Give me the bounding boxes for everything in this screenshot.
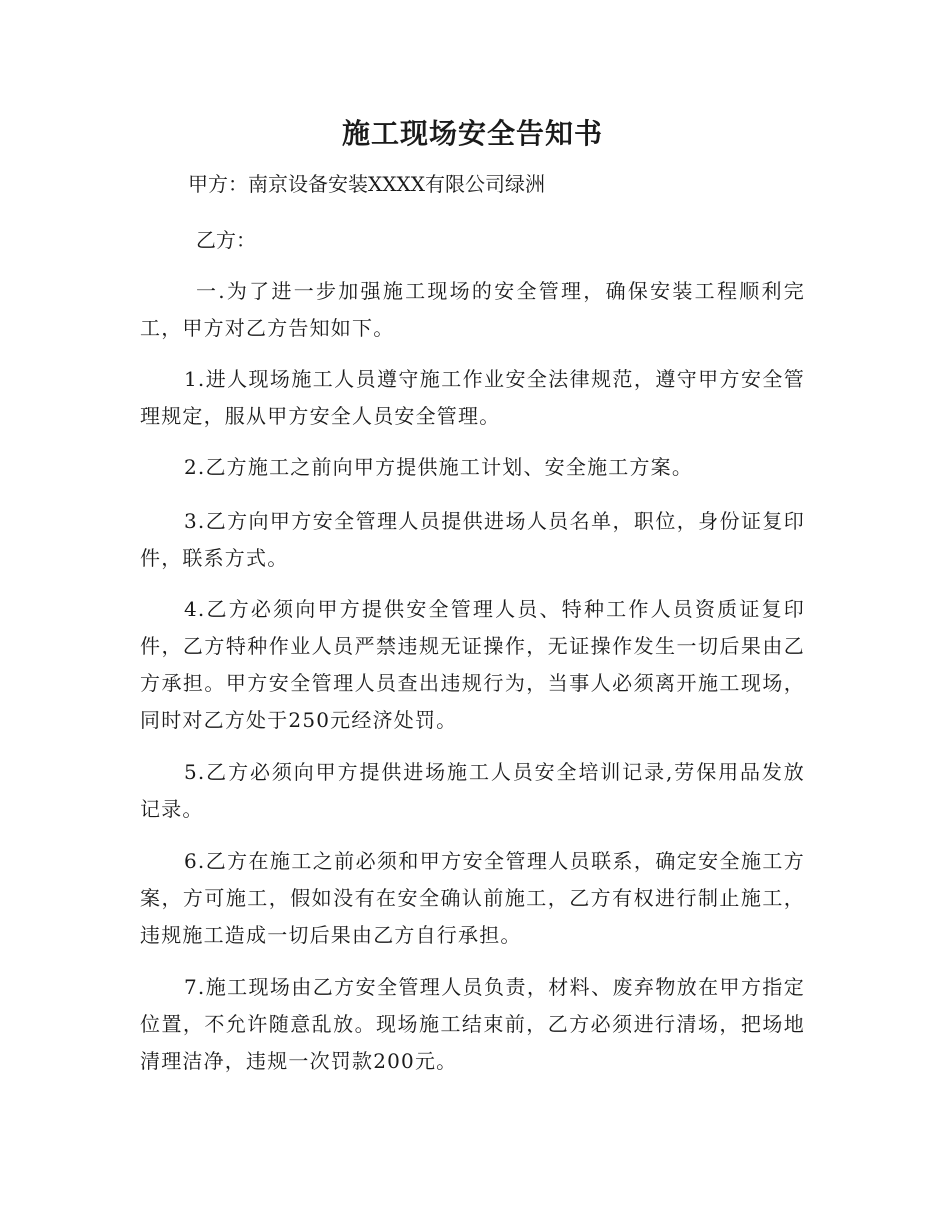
paragraph-item-3: 3.乙方向甲方安全管理人员提供进场人员名单，职位，身份证复印件，联系方式。 <box>140 509 805 570</box>
paragraph-item-7: 7.施工现场由乙方安全管理人员负责，材料、废弃物放在甲方指定位置，不允许随意乱放。现场施工结束前，乙方必须进行清场，把场地清理洁净，违规一次罚款200元。 <box>140 975 805 1073</box>
paragraph-item-2: 2.乙方施工之前向甲方提供施工计划、安全施工方案。 <box>184 455 694 479</box>
paragraph-item-6: 6.乙方在施工之前必须和甲方安全管理人员联系，确定安全施工方案，方可施工，假如没有在安全确认前施工，乙方有权进行制止施工，违规施工造成一切后果由乙方自行承担。 <box>140 849 805 947</box>
paragraph-item-4: 4.乙方必须向甲方提供安全管理人员、特种工作人员资质证复印件，乙方特种作业人员严禁违规无证操作，无证操作发生一切后果由乙方承担。甲方安全管理人员查出违规行为，当事人必须离开施工现场，同时对乙方处于250元经济处罚。 <box>140 597 805 732</box>
party-b-line: 乙方： <box>196 228 256 252</box>
document-title: 施工现场安全告知书 <box>341 117 603 150</box>
paragraph-item-5: 5.乙方必须向甲方提供进场施工人员安全培训记录,劳保用品发放记录。 <box>140 760 805 821</box>
party-a-line: 甲方：南京设备安装XXXX有限公司绿洲 <box>188 172 545 196</box>
paragraph-item-1: 1.进人现场施工人员遵守施工作业安全法律规范，遵守甲方安全管理规定，服从甲方安全人员安全管理。 <box>140 367 805 428</box>
paragraph-intro: 一.为了进一步加强施工现场的安全管理，确保安装工程顺利完工，甲方对乙方告知如下。 <box>140 279 805 340</box>
document-page <box>140 110 805 1073</box>
